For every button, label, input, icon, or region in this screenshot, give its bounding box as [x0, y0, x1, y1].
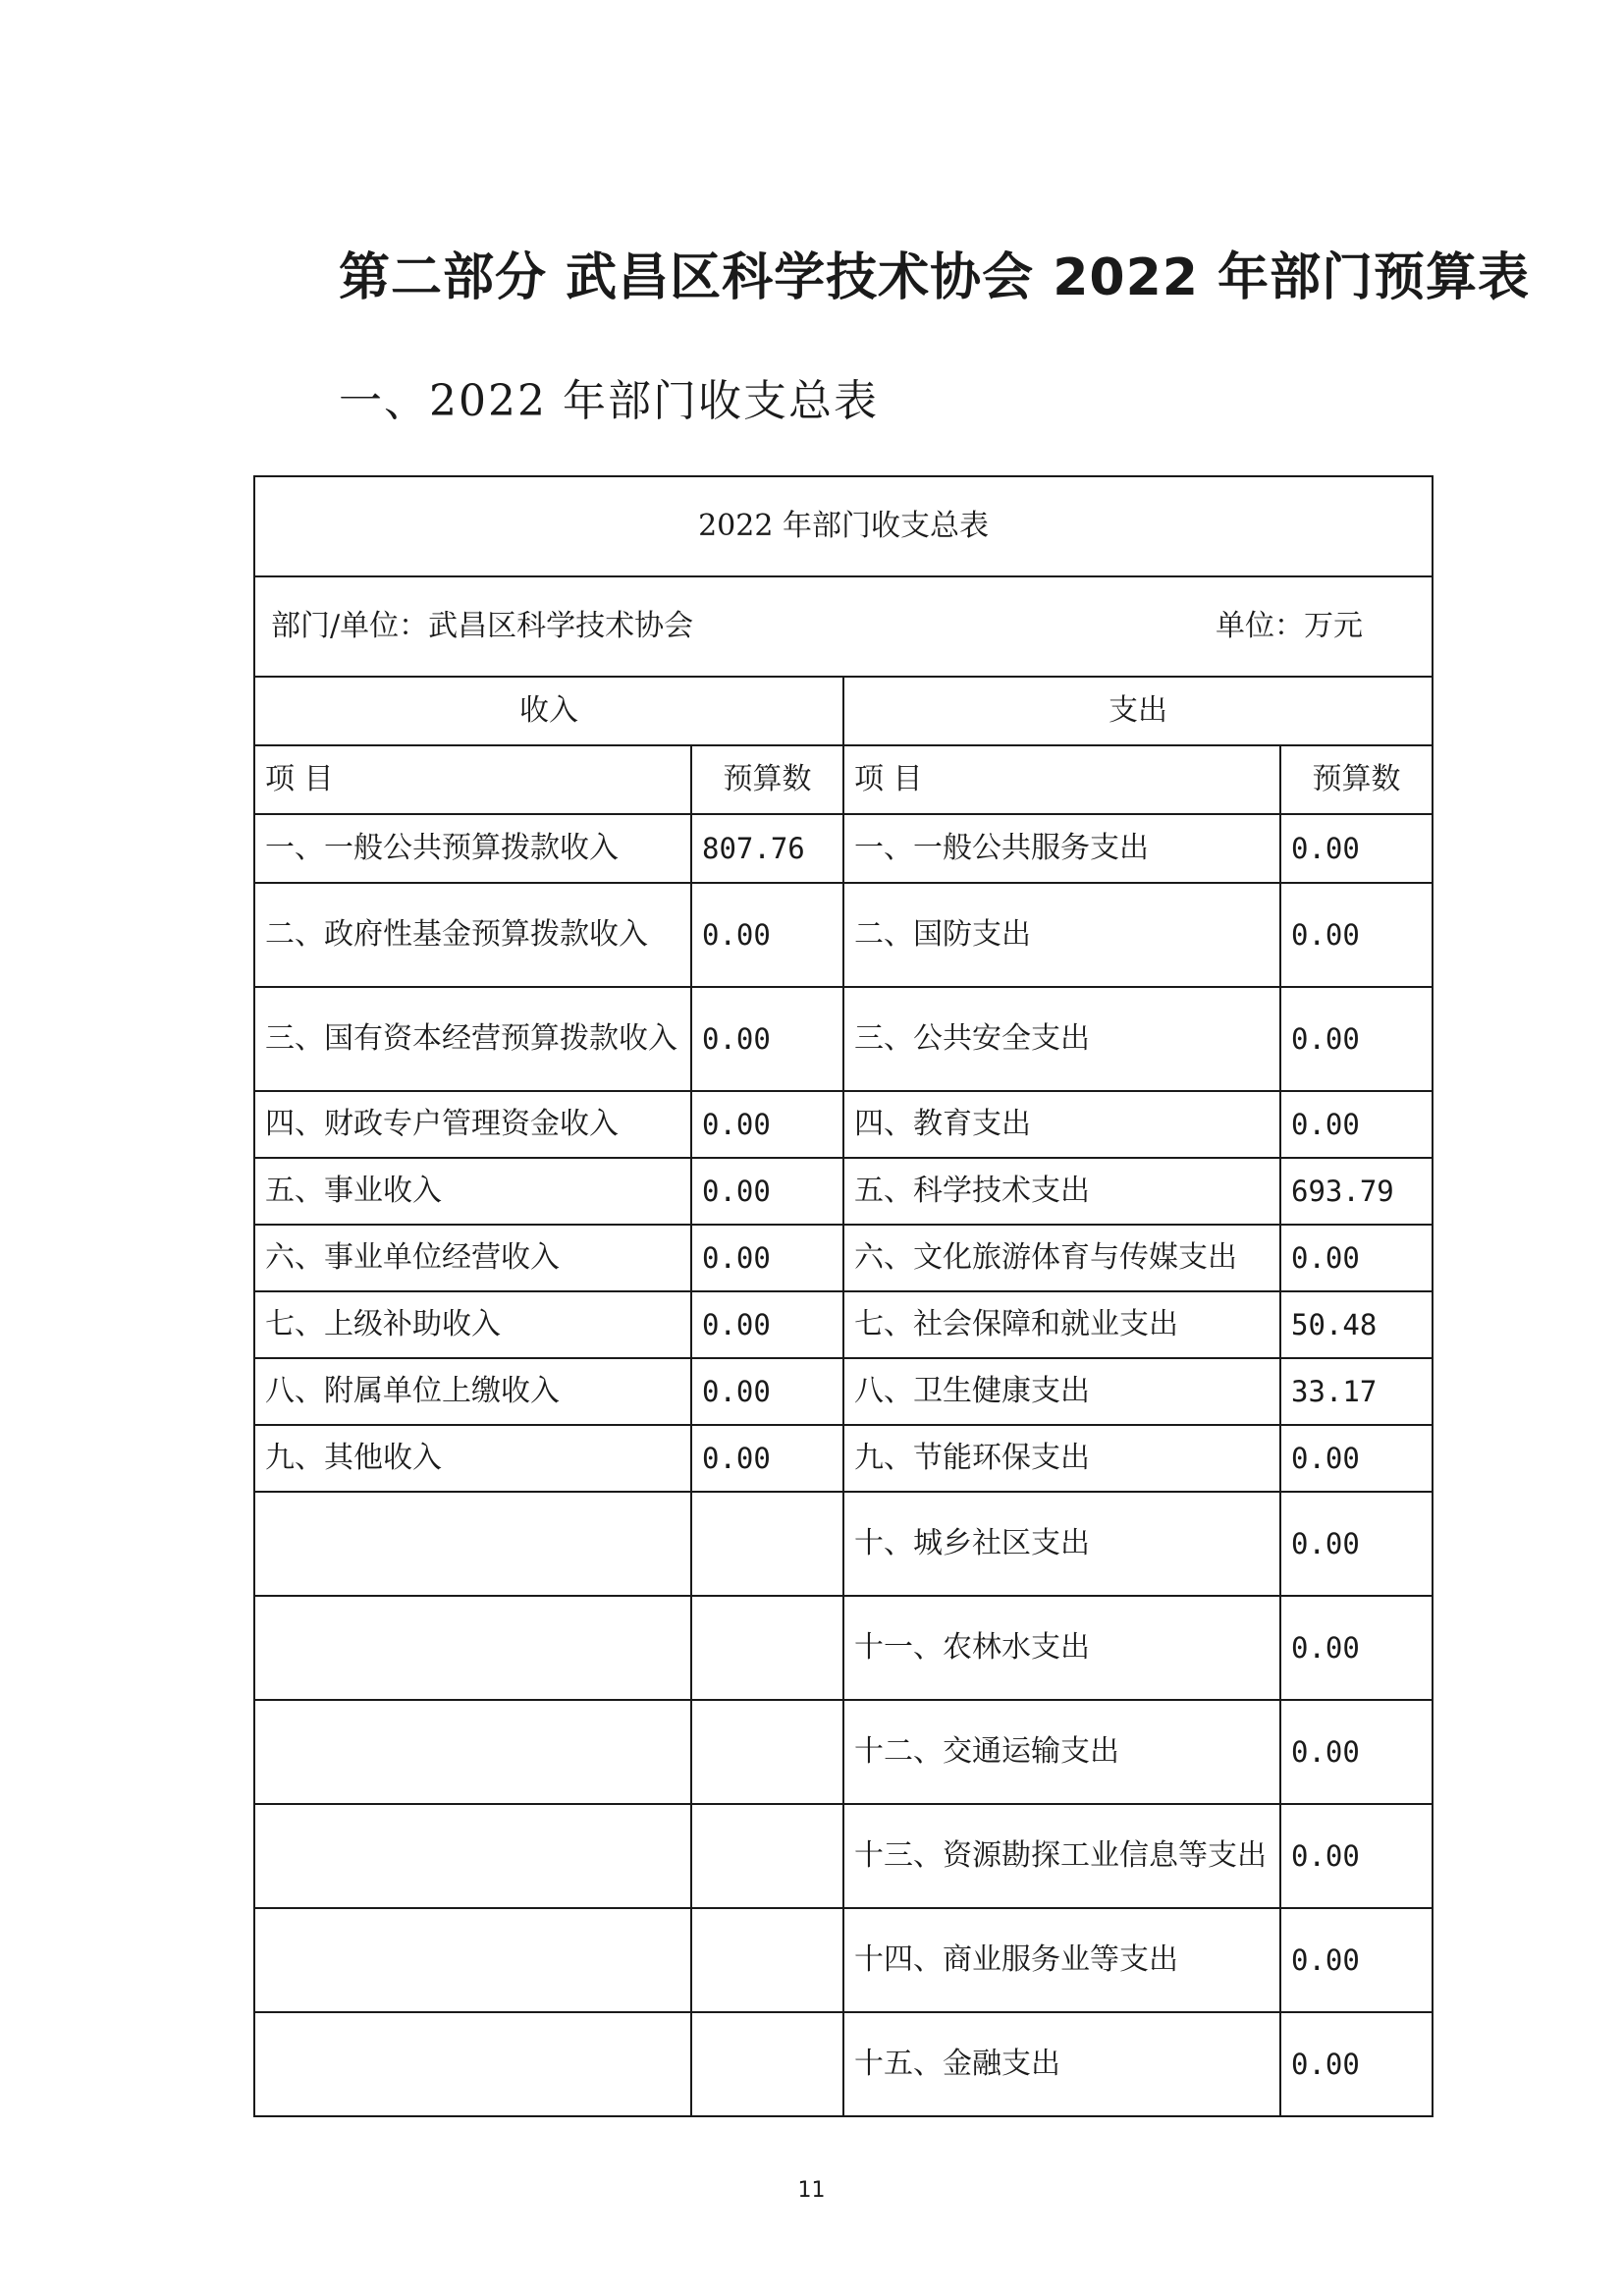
expense-amount-column-header: 预算数	[1280, 745, 1433, 814]
income-item-cell	[254, 1492, 691, 1596]
expense-amount-cell: 0.00	[1280, 1596, 1433, 1700]
income-amount-cell: 0.00	[691, 1158, 843, 1225]
table-row	[254, 1804, 1433, 1908]
expense-amount-cell: 0.00	[1280, 1225, 1433, 1291]
income-amount-cell	[691, 1492, 843, 1596]
income-amount-cell	[691, 2012, 843, 2116]
expense-item-cell: 七、社会保障和就业支出	[843, 1291, 1280, 1358]
income-amount-cell: 807.76	[691, 814, 843, 883]
expense-amount-cell: 0.00	[1280, 883, 1433, 987]
expense-item-cell: 十五、金融支出	[843, 2012, 1280, 2116]
expense-item-cell: 九、节能环保支出	[843, 1425, 1280, 1492]
income-amount-cell: 0.00	[691, 1358, 843, 1425]
expense-amount-cell: 0.00	[1280, 1804, 1433, 1908]
expense-amount-cell: 0.00	[1280, 987, 1433, 1091]
expense-item-cell: 六、文化旅游体育与传媒支出	[843, 1225, 1280, 1291]
income-item-cell	[254, 1804, 691, 1908]
income-item-cell	[254, 1596, 691, 1700]
table-row	[254, 1225, 1433, 1291]
expense-item-cell: 十四、商业服务业等支出	[843, 1908, 1280, 2012]
income-item-cell	[254, 2012, 691, 2116]
table-row	[254, 1425, 1433, 1492]
expense-amount-cell: 0.00	[1280, 1492, 1433, 1596]
expense-item-cell: 十三、资源勘探工业信息等支出	[843, 1804, 1280, 1908]
expense-amount-cell: 33.17	[1280, 1358, 1433, 1425]
expense-item-cell: 三、公共安全支出	[843, 987, 1280, 1091]
expense-amount-cell: 50.48	[1280, 1291, 1433, 1358]
table-row	[254, 1091, 1433, 1158]
income-item-cell: 二、政府性基金预算拨款收入	[254, 883, 691, 987]
expense-item-cell: 五、科学技术支出	[843, 1158, 1280, 1225]
income-amount-cell: 0.00	[691, 1091, 843, 1158]
expense-amount-cell: 0.00	[1280, 814, 1433, 883]
income-item-cell	[254, 1700, 691, 1804]
income-amount-cell	[691, 1596, 843, 1700]
table-row	[254, 1700, 1433, 1804]
income-amount-cell: 0.00	[691, 987, 843, 1091]
table-row	[254, 1158, 1433, 1225]
income-item-cell: 七、上级补助收入	[254, 1291, 691, 1358]
expense-item-column-header: 项 目	[843, 745, 1280, 814]
income-amount-cell: 0.00	[691, 1225, 843, 1291]
expense-amount-cell: 0.00	[1280, 1700, 1433, 1804]
department-label: 部门/单位：武昌区科学技术协会	[271, 609, 694, 643]
income-item-cell: 六、事业单位经营收入	[254, 1225, 691, 1291]
table-row	[254, 1492, 1433, 1596]
page-title: 第二部分 武昌区科学技术协会 2022 年部门预算表	[339, 248, 1531, 307]
expense-amount-cell: 0.00	[1280, 1425, 1433, 1492]
expense-amount-cell: 0.00	[1280, 2012, 1433, 2116]
income-item-cell: 九、其他收入	[254, 1425, 691, 1492]
expense-item-cell: 十、城乡社区支出	[843, 1492, 1280, 1596]
income-amount-cell: 0.00	[691, 883, 843, 987]
income-item-column-header: 项 目	[254, 745, 691, 814]
income-item-cell: 八、附属单位上缴收入	[254, 1358, 691, 1425]
income-item-cell: 四、财政专户管理资金收入	[254, 1091, 691, 1158]
expense-item-cell: 四、教育支出	[843, 1091, 1280, 1158]
table-row	[254, 1358, 1433, 1425]
income-amount-cell	[691, 1700, 843, 1804]
table-row	[254, 1291, 1433, 1358]
income-item-cell: 一、一般公共预算拨款收入	[254, 814, 691, 883]
income-amount-column-header: 预算数	[691, 745, 843, 814]
table-row	[254, 814, 1433, 883]
expense-amount-cell: 0.00	[1280, 1908, 1433, 2012]
income-amount-cell	[691, 1908, 843, 2012]
expense-item-cell: 二、国防支出	[843, 883, 1280, 987]
income-item-cell: 五、事业收入	[254, 1158, 691, 1225]
expense-section-header: 支出	[843, 677, 1433, 745]
section-title: 一、2022 年部门收支总表	[339, 376, 879, 426]
table-row	[254, 883, 1433, 987]
table-meta	[254, 576, 1433, 677]
expense-item-cell: 十二、交通运输支出	[843, 1700, 1280, 1804]
table-row	[254, 2012, 1433, 2116]
expense-item-cell: 八、卫生健康支出	[843, 1358, 1280, 1425]
expense-amount-cell: 693.79	[1280, 1158, 1433, 1225]
income-amount-cell: 0.00	[691, 1425, 843, 1492]
budget-summary-table	[253, 475, 1434, 2117]
income-section-header: 收入	[254, 677, 843, 745]
table-row	[254, 1596, 1433, 1700]
table-caption: 2022 年部门收支总表	[254, 476, 1433, 576]
income-amount-cell: 0.00	[691, 1291, 843, 1358]
income-amount-cell	[691, 1804, 843, 1908]
page-number: 11	[797, 2178, 826, 2203]
table-row	[254, 987, 1433, 1091]
income-item-cell: 三、国有资本经营预算拨款收入	[254, 987, 691, 1091]
expense-item-cell: 十一、农林水支出	[843, 1596, 1280, 1700]
expense-item-cell: 一、一般公共服务支出	[843, 814, 1280, 883]
unit-label: 单位：万元	[1216, 609, 1364, 643]
income-item-cell	[254, 1908, 691, 2012]
table-row	[254, 1908, 1433, 2012]
expense-amount-cell: 0.00	[1280, 1091, 1433, 1158]
